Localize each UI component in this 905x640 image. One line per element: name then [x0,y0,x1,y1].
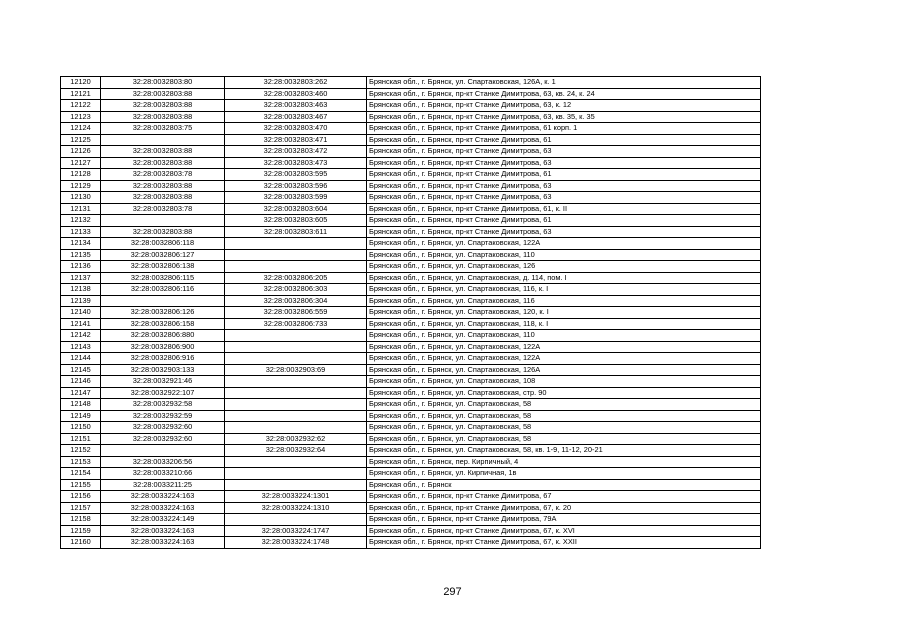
row-number-cell: 12145 [61,364,101,376]
table-row [61,261,761,273]
table-row [61,410,761,422]
cadastral-number-cell: 32:28:0032803:88 [101,226,225,238]
table-row [61,192,761,204]
row-number-cell: 12152 [61,445,101,457]
cadastral-number-cell [101,295,225,307]
registry-table-body [61,77,761,549]
address-cell: Брянская обл., г. Брянск [367,479,761,491]
row-number-cell: 12131 [61,203,101,215]
cadastral-number-cell: 32:28:0033211:25 [101,479,225,491]
address-cell: Брянская обл., г. Брянск, пр-кт Станке Димитрова, 63 [367,157,761,169]
row-number-cell: 12121 [61,88,101,100]
object-cadastral-number-cell: 32:28:0032803:596 [225,180,367,192]
object-cadastral-number-cell [225,468,367,480]
address-cell: Брянская обл., г. Брянск, ул. Спартаковская, 126А [367,364,761,376]
cadastral-number-cell: 32:28:0033224:163 [101,502,225,514]
address-cell: Брянская обл., г. Брянск, ул. Спартаковская, 110 [367,330,761,342]
object-cadastral-number-cell: 32:28:0032803:467 [225,111,367,123]
object-cadastral-number-cell: 32:28:0032806:303 [225,284,367,296]
address-cell: Брянская обл., г. Брянск, ул. Спартаковская, 108 [367,376,761,388]
address-cell: Брянская обл., г. Брянск, пр-кт Станке Димитрова, 61 [367,134,761,146]
row-number-cell: 12142 [61,330,101,342]
row-number-cell: 12141 [61,318,101,330]
address-cell: Брянская обл., г. Брянск, ул. Спартаковская, 126 [367,261,761,273]
table-row [61,111,761,123]
table-row [61,203,761,215]
cadastral-number-cell: 32:28:0032803:80 [101,77,225,89]
object-cadastral-number-cell [225,422,367,434]
row-number-cell: 12155 [61,479,101,491]
table-row [61,180,761,192]
table-row [61,100,761,112]
table-row [61,341,761,353]
row-number-cell: 12124 [61,123,101,135]
object-cadastral-number-cell: 32:28:0032806:733 [225,318,367,330]
object-cadastral-number-cell: 32:28:0033224:1748 [225,537,367,549]
object-cadastral-number-cell: 32:28:0032806:304 [225,295,367,307]
object-cadastral-number-cell [225,249,367,261]
row-number-cell: 12143 [61,341,101,353]
address-cell: Брянская обл., г. Брянск, ул. Спартаковская, 58, кв. 1-9, 11-12, 20-21 [367,445,761,457]
row-number-cell: 12157 [61,502,101,514]
table-row [61,353,761,365]
row-number-cell: 12151 [61,433,101,445]
object-cadastral-number-cell: 32:28:0032803:595 [225,169,367,181]
cadastral-number-cell: 32:28:0032803:88 [101,157,225,169]
table-row [61,468,761,480]
address-cell: Брянская обл., г. Брянск, пр-кт Станке Димитрова, 61, к. II [367,203,761,215]
object-cadastral-number-cell: 32:28:0032803:470 [225,123,367,135]
address-cell: Брянская обл., г. Брянск, пр-кт Станке Димитрова, 63, кв. 35, к. 35 [367,111,761,123]
object-cadastral-number-cell [225,479,367,491]
row-number-cell: 12140 [61,307,101,319]
address-cell: Брянская обл., г. Брянск, ул. Спартаковская, 126А, к. 1 [367,77,761,89]
object-cadastral-number-cell: 32:28:0033224:1310 [225,502,367,514]
object-cadastral-number-cell [225,399,367,411]
row-number-cell: 12144 [61,353,101,365]
cadastral-number-cell: 32:28:0032921:46 [101,376,225,388]
table-row [61,134,761,146]
cadastral-number-cell: 32:28:0033224:163 [101,525,225,537]
address-cell: Брянская обл., г. Брянск, ул. Спартаковская, 116, к. I [367,284,761,296]
object-cadastral-number-cell [225,353,367,365]
row-number-cell: 12126 [61,146,101,158]
object-cadastral-number-cell: 32:28:0032803:471 [225,134,367,146]
object-cadastral-number-cell [225,410,367,422]
cadastral-number-cell: 32:28:0032803:88 [101,180,225,192]
address-cell: Брянская обл., г. Брянск, пр-кт Станке Димитрова, 67 [367,491,761,503]
cadastral-number-cell: 32:28:0032803:88 [101,111,225,123]
table-row [61,284,761,296]
cadastral-number-cell: 32:28:0032806:138 [101,261,225,273]
object-cadastral-number-cell: 32:28:0033224:1301 [225,491,367,503]
address-cell: Брянская обл., г. Брянск, ул. Спартаковская, 118, к. I [367,318,761,330]
address-cell: Брянская обл., г. Брянск, ул. Кирпичная, 1в [367,468,761,480]
table-row [61,433,761,445]
object-cadastral-number-cell: 32:28:0032806:559 [225,307,367,319]
cadastral-number-cell: 32:28:0032803:88 [101,192,225,204]
address-cell: Брянская обл., г. Брянск, пр-кт Станке Димитрова, 67, к. XVI [367,525,761,537]
cadastral-number-cell: 32:28:0032806:116 [101,284,225,296]
address-cell: Брянская обл., г. Брянск, ул. Спартаковская, 110 [367,249,761,261]
address-cell: Брянская обл., г. Брянск, ул. Спартаковская, 58 [367,422,761,434]
cadastral-number-cell: 32:28:0032806:916 [101,353,225,365]
row-number-cell: 12123 [61,111,101,123]
cadastral-number-cell: 32:28:0033224:149 [101,514,225,526]
cadastral-number-cell [101,134,225,146]
object-cadastral-number-cell [225,330,367,342]
object-cadastral-number-cell: 32:28:0032932:64 [225,445,367,457]
address-cell: Брянская обл., г. Брянск, ул. Спартаковская, стр. 90 [367,387,761,399]
row-number-cell: 12133 [61,226,101,238]
row-number-cell: 12149 [61,410,101,422]
address-cell: Брянская обл., г. Брянск, ул. Спартаковская, 122А [367,238,761,250]
table-row [61,445,761,457]
address-cell: Брянская обл., г. Брянск, ул. Спартаковская, 58 [367,399,761,411]
table-row [61,399,761,411]
row-number-cell: 12129 [61,180,101,192]
row-number-cell: 12132 [61,215,101,227]
cadastral-number-cell: 32:28:0033206:56 [101,456,225,468]
object-cadastral-number-cell: 32:28:0032932:62 [225,433,367,445]
cadastral-number-cell: 32:28:0032806:900 [101,341,225,353]
object-cadastral-number-cell: 32:28:0032803:599 [225,192,367,204]
cadastral-number-cell: 32:28:0032806:118 [101,238,225,250]
table-row [61,77,761,89]
row-number-cell: 12128 [61,169,101,181]
object-cadastral-number-cell: 32:28:0032803:604 [225,203,367,215]
table-row [61,318,761,330]
object-cadastral-number-cell: 32:28:0033224:1747 [225,525,367,537]
address-cell: Брянская обл., г. Брянск, пр-кт Станке Димитрова, 61 [367,215,761,227]
table-row [61,307,761,319]
object-cadastral-number-cell: 32:28:0032803:605 [225,215,367,227]
table-row [61,479,761,491]
address-cell: Брянская обл., г. Брянск, ул. Спартаковская, 58 [367,433,761,445]
object-cadastral-number-cell: 32:28:0032803:262 [225,77,367,89]
cadastral-number-cell: 32:28:0033210:66 [101,468,225,480]
address-cell: Брянская обл., г. Брянск, ул. Спартаковская, 122А [367,341,761,353]
row-number-cell: 12134 [61,238,101,250]
row-number-cell: 12122 [61,100,101,112]
table-row [61,146,761,158]
cadastral-number-cell: 32:28:0032803:78 [101,169,225,181]
table-row [61,330,761,342]
address-cell: Брянская обл., г. Брянск, ул. Спартаковская, 120, к. I [367,307,761,319]
cadastral-number-cell: 32:28:0032803:88 [101,88,225,100]
row-number-cell: 12135 [61,249,101,261]
object-cadastral-number-cell [225,261,367,273]
row-number-cell: 12146 [61,376,101,388]
row-number-cell: 12136 [61,261,101,273]
object-cadastral-number-cell [225,238,367,250]
object-cadastral-number-cell: 32:28:0032806:205 [225,272,367,284]
cadastral-number-cell: 32:28:0032806:115 [101,272,225,284]
table-row [61,226,761,238]
cadastral-number-cell: 32:28:0033224:163 [101,491,225,503]
address-cell: Брянская обл., г. Брянск, пр-кт Станке Димитрова, 63 [367,192,761,204]
address-cell: Брянская обл., г. Брянск, пр-кт Станке Димитрова, 61 [367,169,761,181]
row-number-cell: 12130 [61,192,101,204]
cadastral-number-cell: 32:28:0033224:163 [101,537,225,549]
object-cadastral-number-cell [225,376,367,388]
cadastral-number-cell: 32:28:0032806:158 [101,318,225,330]
row-number-cell: 12158 [61,514,101,526]
table-row [61,456,761,468]
cadastral-number-cell [101,215,225,227]
row-number-cell: 12137 [61,272,101,284]
cadastral-number-cell: 32:28:0032922:107 [101,387,225,399]
cadastral-number-cell: 32:28:0032932:59 [101,410,225,422]
address-cell: Брянская обл., г. Брянск, пр-кт Станке Димитрова, 63, к. 12 [367,100,761,112]
address-cell: Брянская обл., г. Брянск, ул. Спартаковская, 58 [367,410,761,422]
table-row [61,295,761,307]
row-number-cell: 12138 [61,284,101,296]
cadastral-number-cell: 32:28:0032806:126 [101,307,225,319]
object-cadastral-number-cell: 32:28:0032803:472 [225,146,367,158]
table-row [61,387,761,399]
row-number-cell: 12120 [61,77,101,89]
row-number-cell: 12154 [61,468,101,480]
cadastral-number-cell: 32:28:0032803:88 [101,146,225,158]
cadastral-number-cell: 32:28:0032803:88 [101,100,225,112]
object-cadastral-number-cell: 32:28:0032803:460 [225,88,367,100]
cadastral-number-cell: 32:28:0032903:133 [101,364,225,376]
table-row [61,238,761,250]
row-number-cell: 12156 [61,491,101,503]
row-number-cell: 12139 [61,295,101,307]
object-cadastral-number-cell [225,514,367,526]
table-row [61,514,761,526]
row-number-cell: 12159 [61,525,101,537]
cadastral-number-cell: 32:28:0032932:60 [101,433,225,445]
address-cell: Брянская обл., г. Брянск, пр-кт Станке Димитрова, 67, к. XXII [367,537,761,549]
row-number-cell: 12148 [61,399,101,411]
table-row [61,502,761,514]
address-cell: Брянская обл., г. Брянск, пр-кт Станке Димитрова, 63, кв. 24, к. 24 [367,88,761,100]
table-row [61,272,761,284]
address-cell: Брянская обл., г. Брянск, пр-кт Станке Димитрова, 67, к. 20 [367,502,761,514]
cadastral-number-cell: 32:28:0032806:127 [101,249,225,261]
table-row [61,215,761,227]
row-number-cell: 12150 [61,422,101,434]
address-cell: Брянская обл., г. Брянск, пр-кт Станке Димитрова, 63 [367,146,761,158]
table-row [61,376,761,388]
object-cadastral-number-cell [225,341,367,353]
cadastral-number-cell: 32:28:0032806:880 [101,330,225,342]
row-number-cell: 12160 [61,537,101,549]
row-number-cell: 12147 [61,387,101,399]
address-cell: Брянская обл., г. Брянск, пр-кт Станке Димитрова, 63 [367,226,761,238]
table-row [61,491,761,503]
table-row [61,525,761,537]
cadastral-number-cell: 32:28:0032803:75 [101,123,225,135]
row-number-cell: 12153 [61,456,101,468]
address-cell: Брянская обл., г. Брянск, пр-кт Станке Димитрова, 61 корп. 1 [367,123,761,135]
object-cadastral-number-cell: 32:28:0032803:473 [225,157,367,169]
address-cell: Брянская обл., г. Брянск, пр-кт Станке Димитрова, 79А [367,514,761,526]
registry-table [60,76,761,549]
table-row [61,422,761,434]
cadastral-number-cell: 32:28:0032803:78 [101,203,225,215]
object-cadastral-number-cell: 32:28:0032903:69 [225,364,367,376]
cadastral-number-cell: 32:28:0032932:58 [101,399,225,411]
object-cadastral-number-cell [225,387,367,399]
row-number-cell: 12127 [61,157,101,169]
table-row [61,249,761,261]
page-number: 297 [443,586,462,598]
object-cadastral-number-cell: 32:28:0032803:463 [225,100,367,112]
table-row [61,157,761,169]
address-cell: Брянская обл., г. Брянск, ул. Спартаковская, 116 [367,295,761,307]
table-row [61,123,761,135]
table-row [61,88,761,100]
row-number-cell: 12125 [61,134,101,146]
table-row [61,537,761,549]
cadastral-number-cell [101,445,225,457]
address-cell: Брянская обл., г. Брянск, пер. Кирпичный, 4 [367,456,761,468]
table-row [61,169,761,181]
object-cadastral-number-cell: 32:28:0032803:611 [225,226,367,238]
address-cell: Брянская обл., г. Брянск, ул. Спартаковская, д. 114, пом. I [367,272,761,284]
cadastral-number-cell: 32:28:0032932:60 [101,422,225,434]
object-cadastral-number-cell [225,456,367,468]
address-cell: Брянская обл., г. Брянск, ул. Спартаковская, 122А [367,353,761,365]
table-row [61,364,761,376]
address-cell: Брянская обл., г. Брянск, пр-кт Станке Димитрова, 63 [367,180,761,192]
